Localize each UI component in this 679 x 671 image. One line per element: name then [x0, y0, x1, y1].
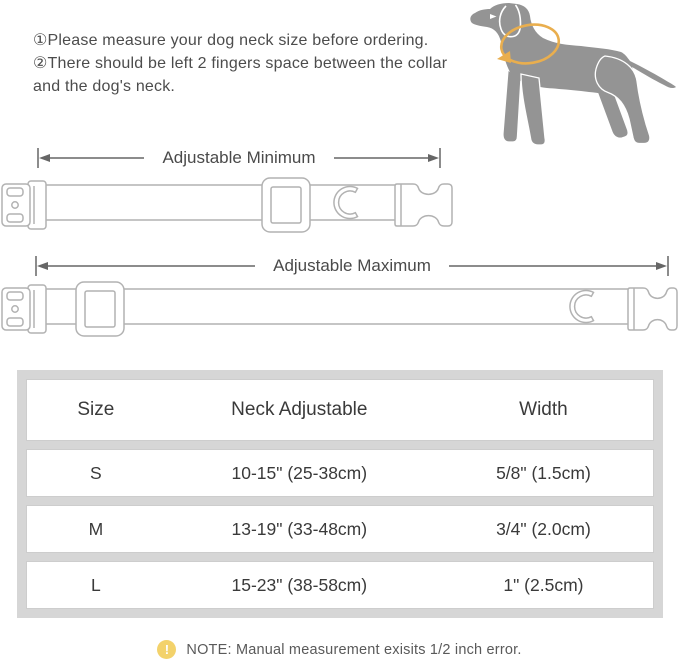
dimension-end-tick: [667, 256, 669, 276]
d-ring: [570, 291, 594, 323]
buckle-female: [628, 288, 677, 330]
cell-width: 1" (2.5cm): [503, 574, 584, 595]
dimension-line: [50, 157, 144, 159]
cell-neck: 10-15" (25-38cm): [231, 462, 368, 483]
dimension-end-tick: [439, 148, 441, 168]
dimension-line: [449, 265, 656, 267]
triglide-slider-inner: [85, 291, 115, 327]
dimension-line: [48, 265, 255, 267]
adjustable-minimum-dimension: [37, 148, 441, 168]
table-row: [26, 561, 654, 609]
instruction-line-1: ①Please measure your dog neck size before ordering.: [33, 32, 429, 49]
arrow-right-icon: [428, 154, 439, 162]
measuring-instructions: [33, 29, 457, 98]
cell-neck: 15-23" (38-58cm): [231, 574, 368, 595]
instruction-line-2: ②There should be left 2 fingers space between the collar and the dog's neck.: [33, 55, 448, 95]
arrow-left-icon: [37, 262, 48, 270]
size-table-header-row: [26, 379, 654, 441]
measurement-note: [0, 640, 679, 659]
adjustable-maximum-dimension: [35, 256, 669, 276]
cell-size: M: [88, 518, 104, 539]
buckle-female: [395, 184, 452, 226]
cell-width: 5/8" (1.5cm): [496, 462, 591, 483]
cell-width: 3/4" (2.0cm): [496, 518, 591, 539]
header-size: Size: [77, 399, 115, 420]
triglide-slider-inner: [271, 187, 301, 223]
note-text: NOTE: Manual measurement exisits 1/2 inch error.: [186, 641, 522, 658]
cell-size: S: [90, 462, 102, 483]
cell-size: L: [90, 574, 101, 595]
table-row: [26, 505, 654, 553]
dog-illustration: [449, 0, 679, 150]
adjustable-minimum-label: Adjustable Minimum: [162, 148, 316, 167]
buckle-prong: [7, 292, 23, 300]
buckle-prong: [7, 188, 23, 196]
arrow-right-icon: [656, 262, 667, 270]
d-ring: [334, 187, 358, 219]
header-width: Width: [519, 399, 568, 420]
collar-maximum-diagram: [0, 280, 679, 338]
header-neck-adjustable: Neck Adjustable: [231, 399, 368, 420]
dimension-line: [334, 157, 428, 159]
adjustable-maximum-label: Adjustable Maximum: [273, 256, 431, 275]
dog-far-front-leg: [503, 70, 521, 142]
collar-minimum-diagram: [0, 176, 460, 234]
buckle-pin-hole: [12, 202, 18, 208]
buckle-prong: [7, 214, 23, 222]
buckle-prong: [7, 318, 23, 326]
cell-neck: 13-19" (33-48cm): [231, 518, 368, 539]
warning-icon: !: [157, 640, 176, 659]
size-chart-table: [17, 370, 663, 618]
arrow-left-icon: [39, 154, 50, 162]
buckle-pin-hole: [12, 306, 18, 312]
table-row: [26, 449, 654, 497]
